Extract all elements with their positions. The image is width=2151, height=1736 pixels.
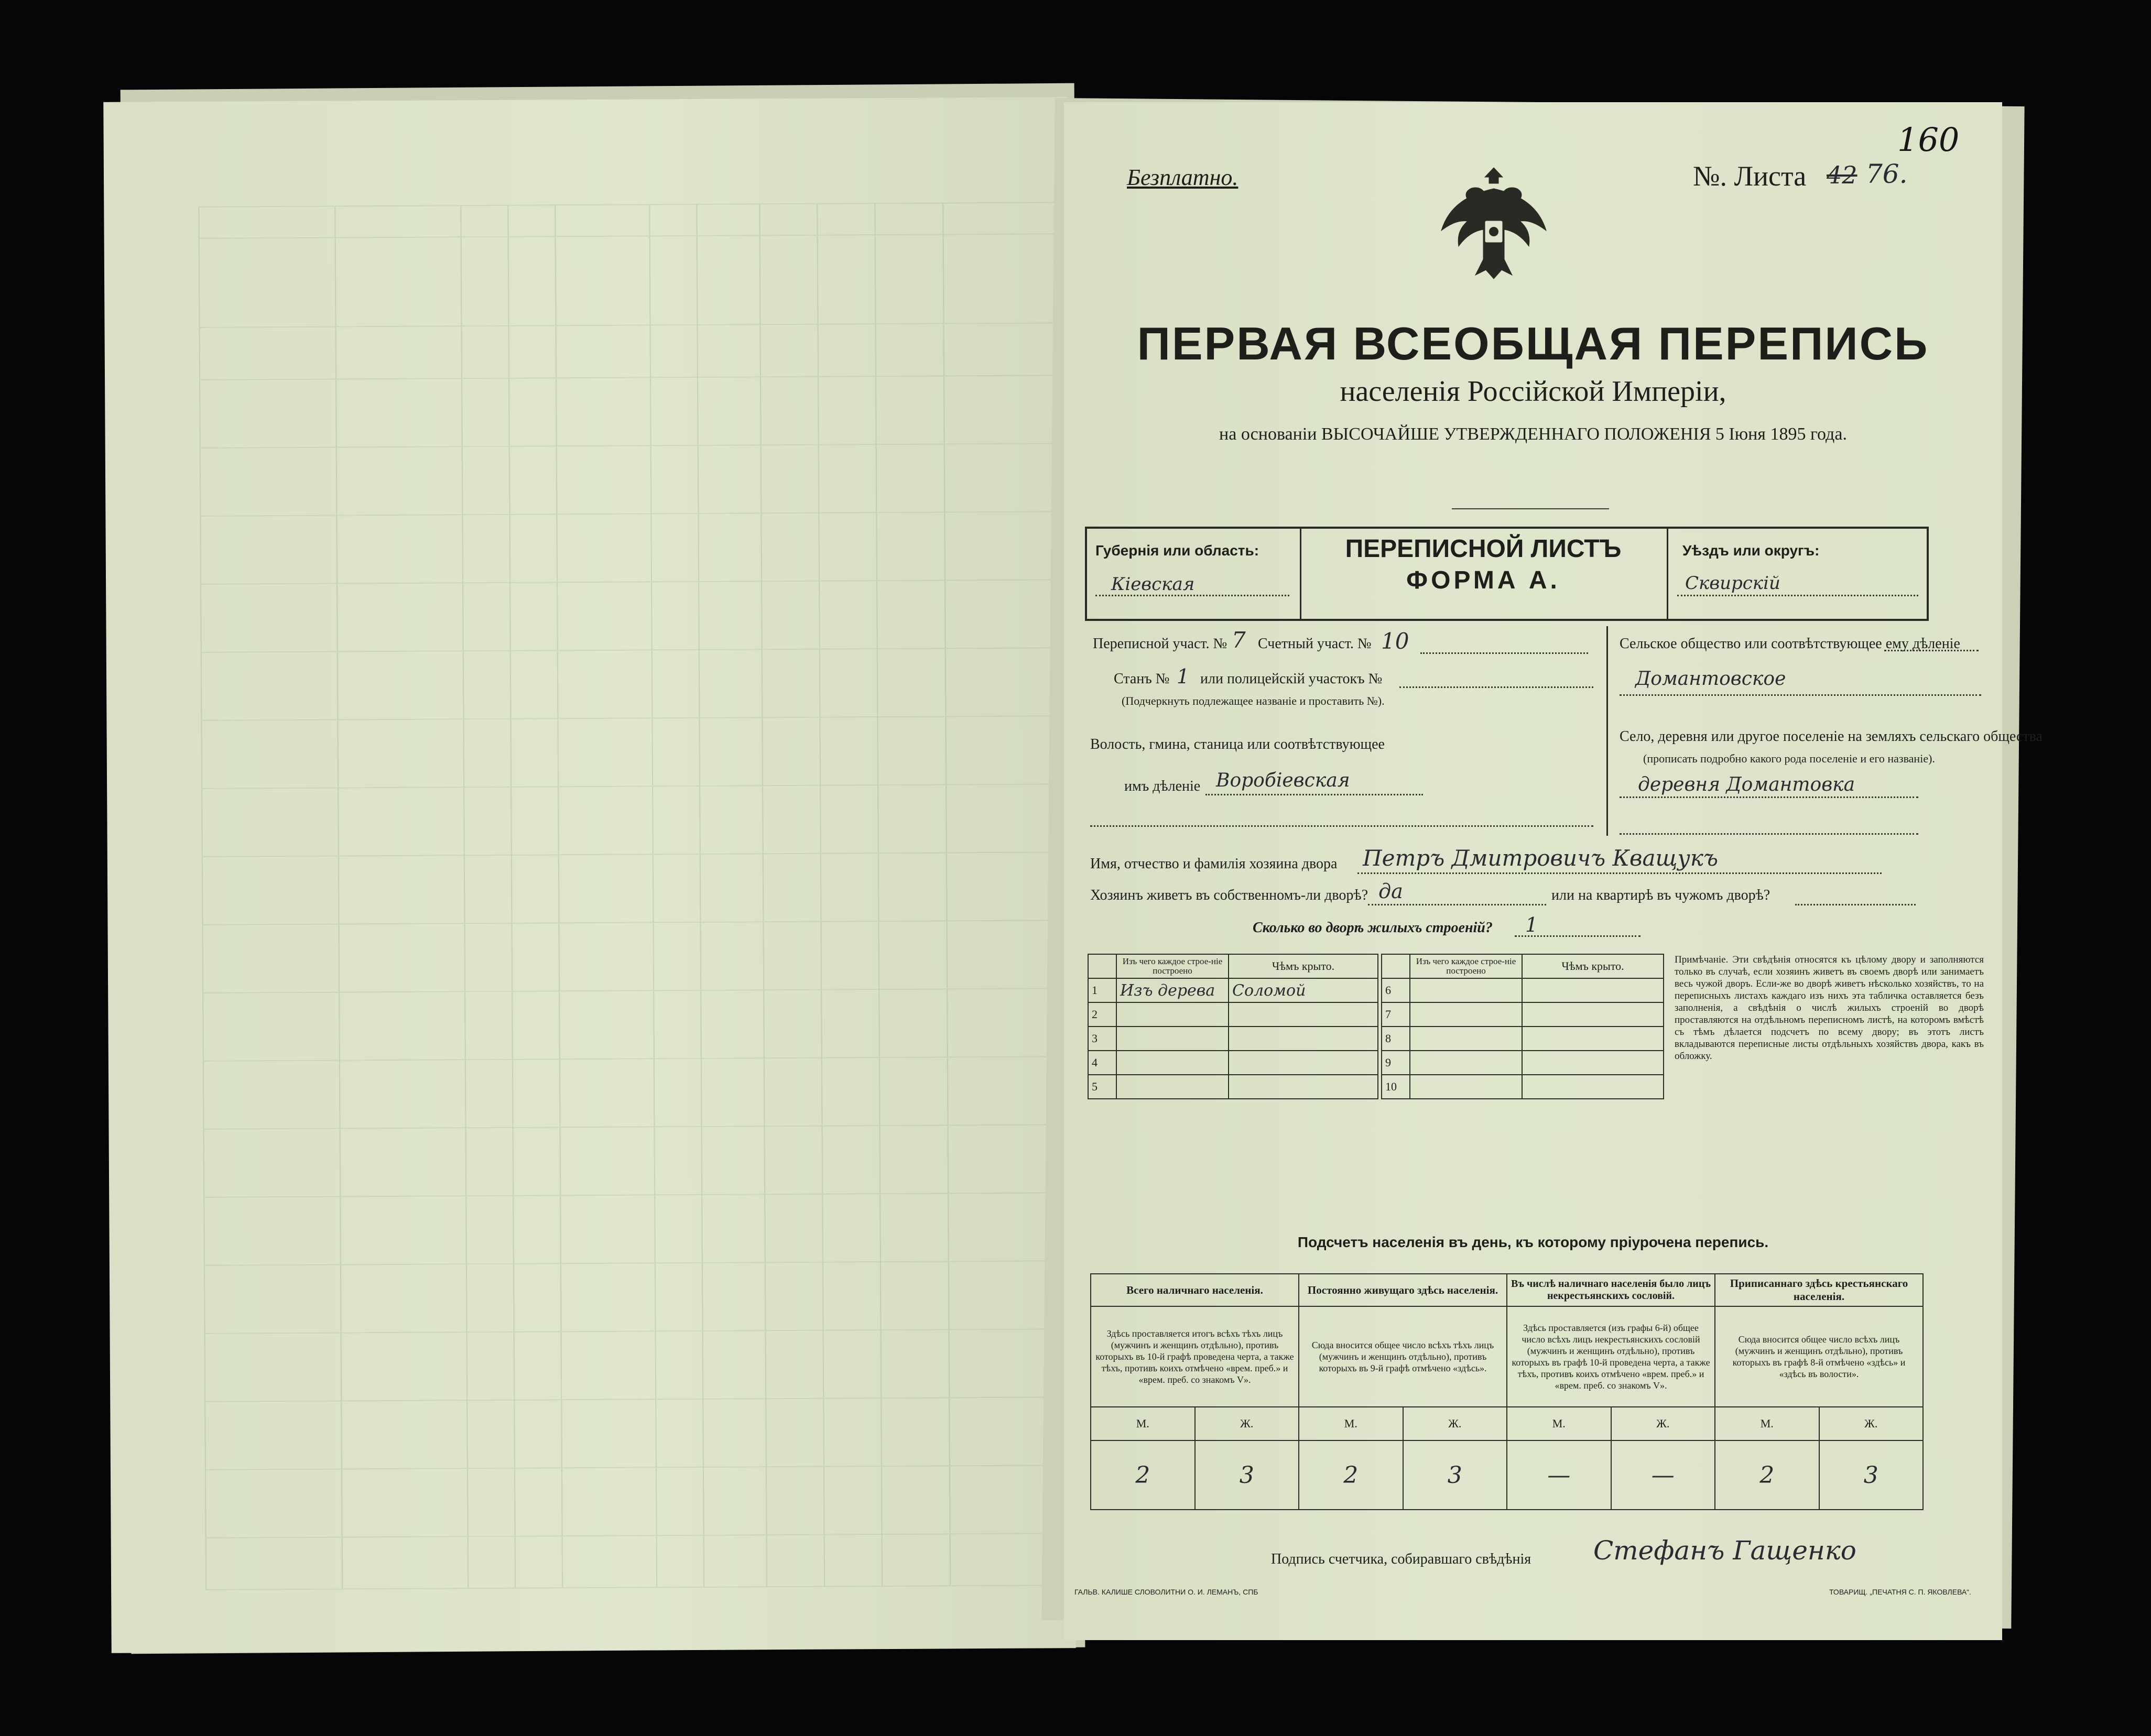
- count-col4-title: Приписаннаго здѣсь крестьянскаго населенія.: [1715, 1274, 1923, 1306]
- signature-label: Подпись счетчика, собиравшаго свѣдѣнія: [1271, 1551, 1531, 1567]
- count-peasant-f: 3: [1819, 1440, 1924, 1510]
- count-total-m: 2: [1091, 1440, 1195, 1510]
- province-label: Губернія или область:: [1095, 542, 1259, 559]
- province-value: Кіевская: [1111, 574, 1195, 595]
- archive-number: 160: [1897, 121, 1960, 159]
- count-heading: Подсчетъ населенія въ день, къ которому пріурочена перепись.: [1297, 1234, 1769, 1250]
- form-main-title: ПЕРВАЯ ВСЕОБЩАЯ ПЕРЕПИСЬ: [1137, 318, 1929, 369]
- own-yard-value: да: [1378, 880, 1403, 903]
- count-permanent-m: 2: [1299, 1440, 1403, 1510]
- community-label: Сельское общество или соотвѣтствующее ему дѣленіе: [1620, 636, 1960, 652]
- community-value: Домантовское: [1635, 668, 1786, 690]
- census-form-page: [1064, 102, 2043, 1640]
- buildings-value: 1: [1525, 913, 1538, 936]
- district-value: Сквирскій: [1685, 573, 1780, 594]
- buildings-table-left: [1088, 954, 1378, 1099]
- table-row: 10: [1382, 1075, 1664, 1099]
- table-row: 6: [1382, 978, 1664, 1002]
- count-total-f: 3: [1195, 1440, 1299, 1510]
- count-nonpeasant-f: —: [1611, 1440, 1715, 1510]
- count-col2-title: Постоянно живущаго здѣсь населенія.: [1299, 1274, 1507, 1306]
- police-label: или полицейскій участокъ №: [1200, 671, 1383, 687]
- district-label: Уѣздъ или округъ:: [1682, 542, 1820, 559]
- underline-note: (Подчеркнуть подлежащее названіе и проставить №).: [1122, 694, 1385, 707]
- form-subtitle: населенія Россійской Имперіи,: [1340, 375, 1726, 408]
- stan-label: Станъ №: [1114, 671, 1170, 687]
- sheet-title-line2: ФОРМА А.: [1406, 566, 1560, 594]
- apartment-label: или на квартирѣ въ чужомъ дворѣ?: [1551, 887, 1770, 903]
- table-row: 4: [1088, 1051, 1378, 1075]
- double-headed-eagle-emblem: [1433, 162, 1554, 283]
- count-col1-title: Всего наличнаго населенія.: [1091, 1274, 1299, 1306]
- sheet-number-struck: 42: [1827, 161, 1857, 189]
- table-row: 1 Изъ дерева Соломой: [1088, 978, 1378, 1002]
- own-yard-label: Хозяинъ живетъ въ собственномъ-ли дворѣ?: [1090, 887, 1368, 903]
- count-col3-desc: Здѣсь проставляется (изъ графы 6-й) общее число всѣхъ лицъ некрестьянскихъ сословій (мужчинъ и женщинъ отдѣльно), противъ которыхъ въ графѣ 10-й проведена черта, а также тѣхъ, противъ коихъ отмѣчено «врем. преб.» и «врем. преб. со знакомъ V».: [1507, 1306, 1715, 1407]
- count-nonpeasant-m: —: [1507, 1440, 1611, 1510]
- count-col3-title: Въ числѣ наличнаго населенія было лицъ некрестьянскихъ сословій.: [1507, 1274, 1715, 1306]
- owner-name-value: Петръ Дмитровичъ Кващукъ: [1363, 845, 1718, 871]
- stan-value: 1: [1177, 665, 1190, 688]
- population-count-table: Всего наличнаго населенія. Постоянно живущаго здѣсь населенія. Въ числѣ наличнаго населенія было лицъ некрестьянскихъ сословій. Приписаннаго здѣсь крестьянскаго населенія. Здѣсь проставляется итогъ всѣхъ тѣхъ лицъ (мужчинъ и женщинъ отдѣльно), противъ которыхъ въ 10-й графѣ проведена черта, а также тѣхъ, противъ коихъ отмѣчено «врем. преб.» и «врем. преб. со знакомъ V». Сюда вносится общее число всѣхъ тѣхъ лицъ (мужчинъ и женщинъ отдѣльно), противъ которыхъ въ 9-й графѣ отмѣчено «здѣсь». Здѣсь проставляется (изъ графы 6-й) общее число всѣхъ лицъ некрестьянскихъ сословій (мужчинъ и женщинъ отдѣльно), противъ которыхъ въ графѣ 10-й проведена черта, а также тѣхъ, противъ коихъ отмѣчено «врем. преб.» и «врем. преб. со знакомъ V». Сюда вносится общее число всѣхъ лицъ (мужчинъ и женщинъ отдѣльно), противъ которыхъ въ графѣ 8-й отмѣчено «здѣсь» и «здѣсь въ волости». М. Ж. М. Ж. М. Ж. М. Ж. 2 3 2 3 — — 2 3: [1090, 1273, 1924, 1510]
- footer-printer-left: ГАЛЬВ. КАЛИШЕ СЛОВОЛИТНИ О. И. ЛЕМАНЪ, СПБ: [1074, 1588, 1258, 1596]
- col-material-header: Изъ чего каждое строе-ніе построено: [1116, 954, 1229, 978]
- sheet-number-value: 76.: [1866, 159, 1908, 189]
- buildings-note: Примѣчаніе. Эти свѣдѣнія относятся къ цѣлому двору и заполняются только въ случаѣ, если хозяинъ живетъ въ своемъ дворѣ или занимаетъ весь чужой дворъ. Если-же во дворѣ живетъ нѣсколько хозяйствъ, то на переписныхъ листахъ каждаго изъ нихъ эта табличка оставляется безъ заполненія, а свѣдѣнія о числѣ жилыхъ строеній во дворѣ проставляются на отдѣльномъ переписномъ листѣ, на которомъ вмѣстѣ съ тѣмъ дѣлается подсчетъ по всему двору; въ этотъ листъ вкладываются переписные листы отдѣльныхъ хозяйствъ двора, какъ въ обложку.: [1675, 954, 1984, 1062]
- count-col1-desc: Здѣсь проставляется итогъ всѣхъ тѣхъ лицъ (мужчинъ и женщинъ отдѣльно), противъ которыхъ въ 10-й графѣ проведена черта, а также тѣхъ, противъ коихъ отмѣчено «врем. преб.» и «врем. преб. со знакомъ V».: [1091, 1306, 1299, 1407]
- count-peasant-m: 2: [1715, 1440, 1819, 1510]
- owner-name-label: Имя, отчество и фамилія хозяина двора: [1090, 856, 1338, 872]
- count-col2-desc: Сюда вносится общее число всѣхъ тѣхъ лицъ (мужчинъ и женщинъ отдѣльно), противъ которыхъ въ 9-й графѣ отмѣчено «здѣсь».: [1299, 1306, 1507, 1407]
- count-area-value: 10: [1381, 628, 1409, 654]
- footer-printer-right: ТОВАРИЩ. „ПЕЧАТНЯ С. П. ЯКОВЛЕВА“.: [1829, 1588, 1971, 1596]
- volost-value: Воробіевская: [1216, 770, 1350, 791]
- count-permanent-f: 3: [1403, 1440, 1507, 1510]
- signature-value: Стефанъ Гащенко: [1593, 1535, 1856, 1566]
- village-note: (прописать подробно какого рода поселеніе и его названіе).: [1643, 752, 1935, 765]
- count-area-label: Счетный участ. №: [1258, 636, 1372, 652]
- left-page-bleed-through-grid: [198, 202, 1076, 1590]
- census-area-label: Переписной участ. №: [1093, 636, 1227, 652]
- census-area-value: 7: [1232, 627, 1246, 653]
- village-label: Село, деревня или другое поселеніе на земляхъ сельскаго общества: [1620, 728, 2043, 745]
- table-row: 8: [1382, 1027, 1664, 1051]
- table-row: 2: [1088, 1002, 1378, 1027]
- form-basis: на основаніи ВЫСОЧАЙШЕ УТВЕРЖДЕННАГО ПОЛОЖЕНІЯ 5 Іюня 1895 года.: [1219, 424, 1847, 444]
- buildings-label: Сколько во дворѣ жилыхъ строеній?: [1253, 920, 1493, 936]
- free-label: Безплатно.: [1127, 165, 1239, 190]
- buildings-table-right: Изъ чего каждое строе-ніе построено Чѣмъ крыто. 6 7 8 9 10: [1381, 954, 1664, 1099]
- volost-label2: имъ дѣленіе: [1124, 778, 1201, 794]
- village-value: деревня Домантовка: [1638, 774, 1855, 795]
- table-row: 7: [1382, 1002, 1664, 1027]
- col-roof-header: Чѣмъ крыто.: [1229, 954, 1378, 978]
- table-row: 5: [1088, 1075, 1378, 1099]
- table-row: 9: [1382, 1051, 1664, 1075]
- sheet-title-line1: ПЕРЕПИСНОЙ ЛИСТЪ: [1345, 535, 1622, 563]
- count-col4-desc: Сюда вносится общее число всѣхъ лицъ (мужчинъ и женщинъ отдѣльно), противъ которыхъ въ графѣ 8-й отмѣчено «здѣсь» и «здѣсь въ волости».: [1715, 1306, 1923, 1407]
- left-page: [103, 97, 1076, 1653]
- sheet-number-label: №. Листа: [1693, 160, 1807, 192]
- table-row: 3: [1088, 1027, 1378, 1051]
- volost-label: Волость, гмина, станица или соотвѣтствующее: [1090, 736, 1385, 752]
- title-ornament-divider: [1452, 508, 1609, 509]
